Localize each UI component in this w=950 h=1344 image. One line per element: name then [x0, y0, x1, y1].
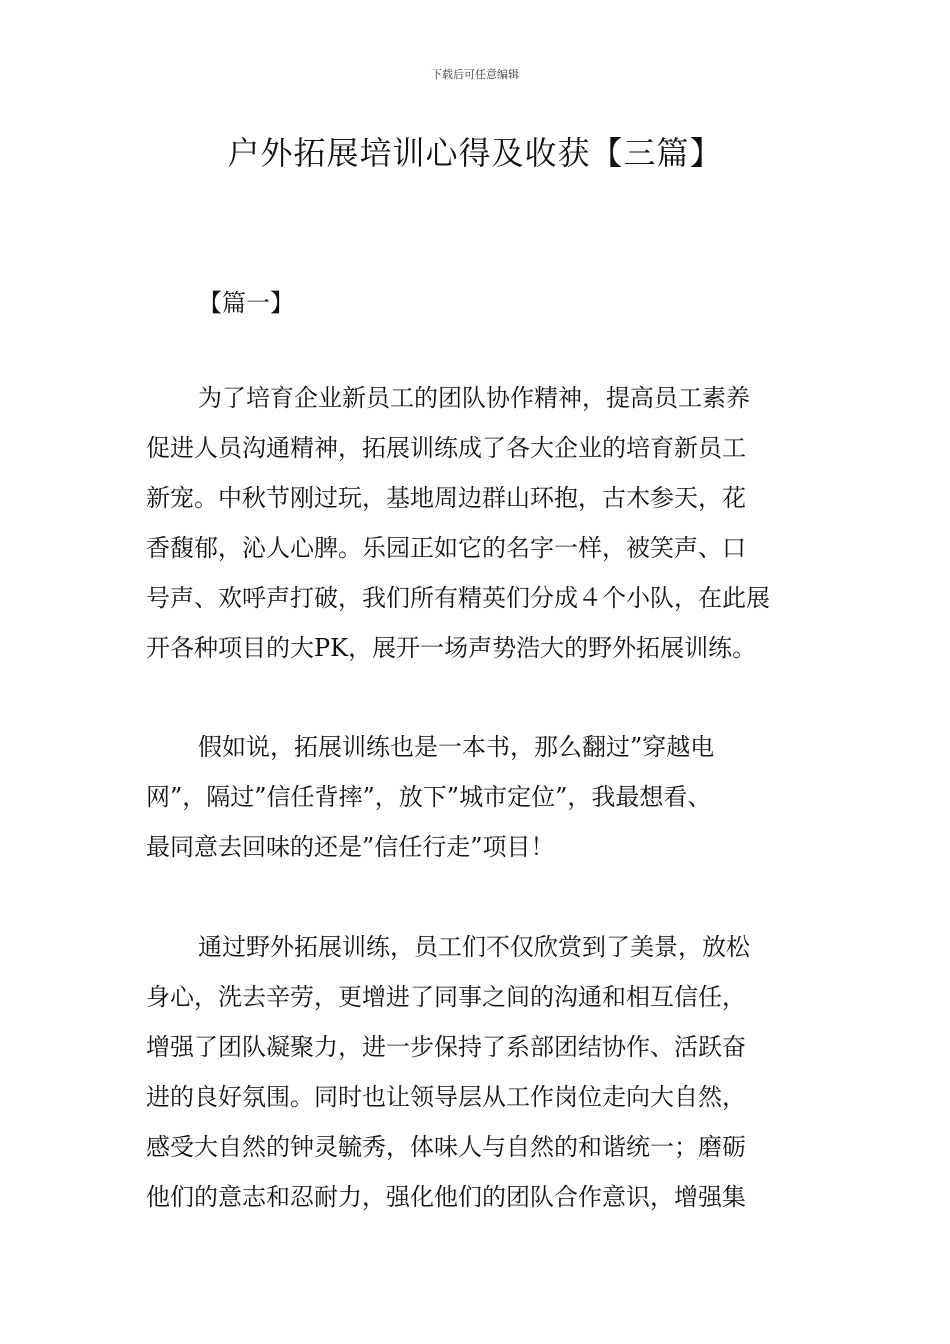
- paragraph-line: 感受大自然的钟灵毓秀，体味人与自然的和谐统一；磨砺: [146, 1133, 746, 1161]
- paragraph-line: 号声、欢呼声打破，我们所有精英们分成４个小队，在此展: [146, 584, 770, 612]
- paragraph-line: 身心，洗去辛劳，更增进了同事之间的沟通和相互信任，: [146, 983, 746, 1011]
- paragraph-line: 假如说，拓展训练也是一本书，那么翻过”穿越电: [198, 733, 715, 761]
- paragraph-line: 新宠。中秋节刚过玩，基地周边群山环抱，古木参天，花: [146, 484, 746, 512]
- paragraph-line: 通过野外拓展训练，员工们不仅欣赏到了美景，放松: [198, 933, 750, 961]
- paragraph-line: 他们的意志和忍耐力，强化他们的团队合作意识，增强集: [146, 1183, 746, 1211]
- paragraph-line: 网”，隔过”信任背摔”，放下”城市定位”，我最想看、: [146, 783, 712, 811]
- paragraph-line: 促进人员沟通精神，拓展训练成了各大企业的培育新员工: [146, 434, 746, 462]
- paragraph-line: 为了培育企业新员工的团队协作精神，提高员工素养: [198, 384, 750, 412]
- paragraph-line: 开各种项目的大PK，展开一场声势浩大的野外拓展训练。: [146, 634, 757, 662]
- paragraph-line: 最同意去回味的还是”信任行走”项目！: [146, 833, 555, 861]
- paragraph-line: 进的良好氛围。同时也让领导层从工作岗位走向大自然，: [146, 1083, 746, 1111]
- paragraph-line: 香馥郁，沁人心脾。乐园正如它的名字一样，被笑声、口: [146, 534, 746, 562]
- section-heading: 【篇一】: [198, 289, 294, 317]
- document-title: 户外拓展培训心得及收获【三篇】: [227, 134, 723, 172]
- paragraph-line: 增强了团队凝聚力，进一步保持了系部团结协作、活跃奋: [146, 1033, 746, 1061]
- page-header-note: 下载后可任意编辑: [431, 68, 519, 81]
